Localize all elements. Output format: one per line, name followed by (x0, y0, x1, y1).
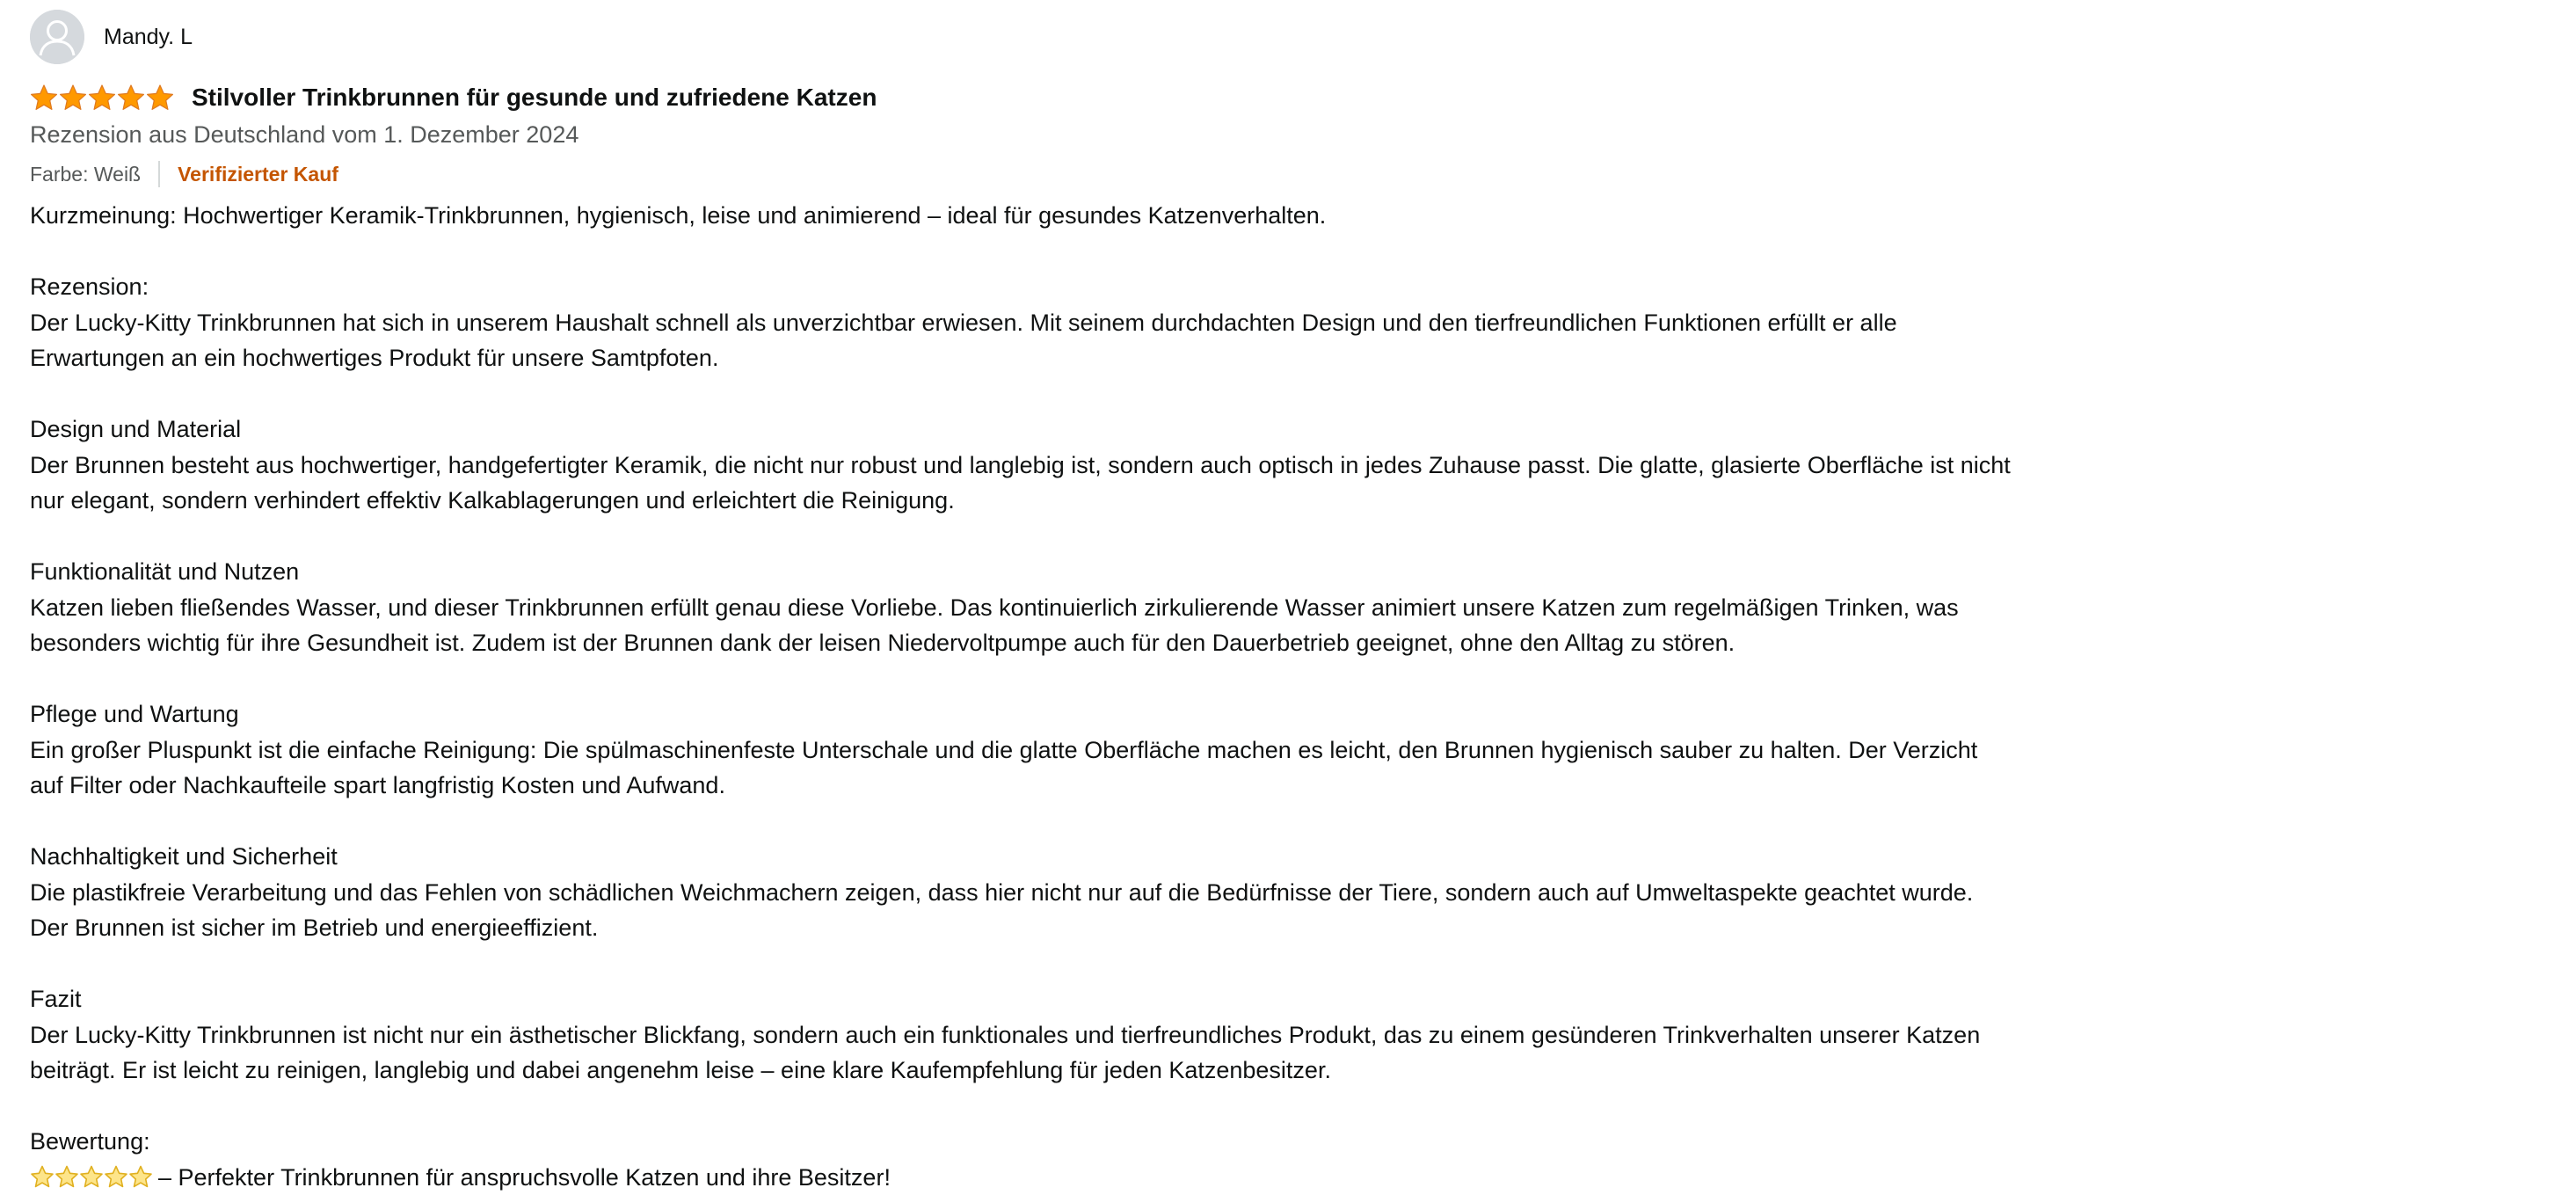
review-rating-section (30, 1124, 2017, 1195)
section-heading: Rezension: (30, 269, 2017, 305)
star-icon (30, 84, 58, 112)
section-text: Katzen lieben fließendes Wasser, und dieser Trinkbrunnen erfüllt genau diese Vorliebe. Das kontinuierlich zirkulierende Wasser animiert unsere Katzen zum regelmäßigen Trinken, was besonders wichtig für ihre Gesundheit ist. Zudem ist der Brunnen dank der leisen Niedervoltpumpe auch für den Dauerbetrieb geeignet, ohne den Alltag zu stören. (30, 590, 2017, 661)
emoji-star-rating (30, 1164, 153, 1189)
review-section (30, 412, 2017, 519)
review-summary (30, 198, 2017, 234)
section-heading: Bewertung: (30, 1124, 2017, 1160)
review-date: Rezension aus Deutschland vom 1. Dezember 2024 (30, 121, 2017, 149)
section-heading: Pflege und Wartung (30, 696, 2017, 732)
summary-text: Kurzmeinung: Hochwertiger Keramik-Trinkbrunnen, hygienisch, leise und animierend – ideal für gesundes Katzenverhalten. (30, 202, 1326, 229)
review-meta (30, 161, 2017, 187)
section-heading: Fazit (30, 981, 2017, 1017)
user-silhouette-icon[interactable] (30, 10, 84, 64)
section-text: Der Lucky-Kitty Trinkbrunnen ist nicht nur ein ästhetischer Blickfang, sondern auch ein funktionales und tierfreundliches Produkt, das zu einem gesünderen Trinkverhalten unserer Katzen beiträgt. Er ist leicht zu reinigen, langlebig und dabei angenehm leise – eine klare Kaufempfehlung für jeden Katzenbesitzer. (30, 1017, 2017, 1089)
rating-line (30, 1160, 2017, 1195)
reviewer-profile[interactable] (30, 9, 2017, 65)
star-icon (117, 84, 145, 112)
review-title[interactable]: Stilvoller Trinkbrunnen für gesunde und zufriedene Katzen (192, 84, 877, 112)
star-rating[interactable] (30, 84, 174, 112)
section-text: Die plastikfreie Verarbeitung und das Fehlen von schädlichen Weichmachern zeigen, dass hier nicht nur auf die Bedürfnisse der Tiere, sondern auch auf Umweltaspekte geachtet wurde. Der Brunnen ist sicher im Betrieb und energieeffizient. (30, 875, 2017, 946)
star-icon (59, 84, 87, 112)
star-icon (146, 84, 174, 112)
review-title-row (30, 83, 2017, 113)
review-section (30, 981, 2017, 1089)
rating-text: – Perfekter Trinkbrunnen für anspruchsvolle Katzen und ihre Besitzer! (158, 1164, 891, 1191)
meta-divider (158, 161, 160, 187)
star-icon (88, 84, 116, 112)
review-section (30, 696, 2017, 804)
section-heading: Funktionalität und Nutzen (30, 554, 2017, 590)
section-text: Ein großer Pluspunkt ist die einfache Reinigung: Die spülmaschinenfeste Unterschale und die glatte Oberfläche machen es leicht, den Brunnen hygienisch sauber zu halten. Der Verzicht auf Filter oder Nachkaufteile spart langfristig Kosten und Aufwand. (30, 732, 2017, 804)
section-heading: Design und Material (30, 412, 2017, 448)
star-emoji-icon (128, 1164, 153, 1189)
reviewer-name[interactable]: Mandy. L (104, 25, 193, 50)
section-text: Der Brunnen besteht aus hochwertiger, handgefertigter Keramik, die nicht nur robust und langlebig ist, sondern auch optisch in jedes Zuhause passt. Die glatte, glasierte Oberfläche ist nicht nur elegant, sondern verhindert effektiv Kalkablagerungen und erleichtert die Reinigung. (30, 448, 2017, 519)
star-emoji-icon (79, 1164, 104, 1189)
star-emoji-icon (30, 1164, 55, 1189)
star-emoji-icon (55, 1164, 79, 1189)
review-section (30, 839, 2017, 946)
star-emoji-icon (104, 1164, 128, 1189)
verified-purchase-badge: Verifizierter Kauf (178, 163, 338, 186)
review-card (30, 9, 2017, 1195)
review-section (30, 269, 2017, 376)
section-text: Der Lucky-Kitty Trinkbrunnen hat sich in unserem Haushalt schnell als unverzichtbar erwiesen. Mit seinem durchdachten Design und den tierfreundlichen Funktionen erfüllt er alle Erwartungen an ein hochwertiges Produkt für unsere Samtpfoten. (30, 305, 2017, 376)
variant-info: Farbe: Weiß (30, 163, 141, 186)
review-body (30, 198, 2017, 1195)
section-heading: Nachhaltigkeit und Sicherheit (30, 839, 2017, 875)
review-section (30, 554, 2017, 661)
